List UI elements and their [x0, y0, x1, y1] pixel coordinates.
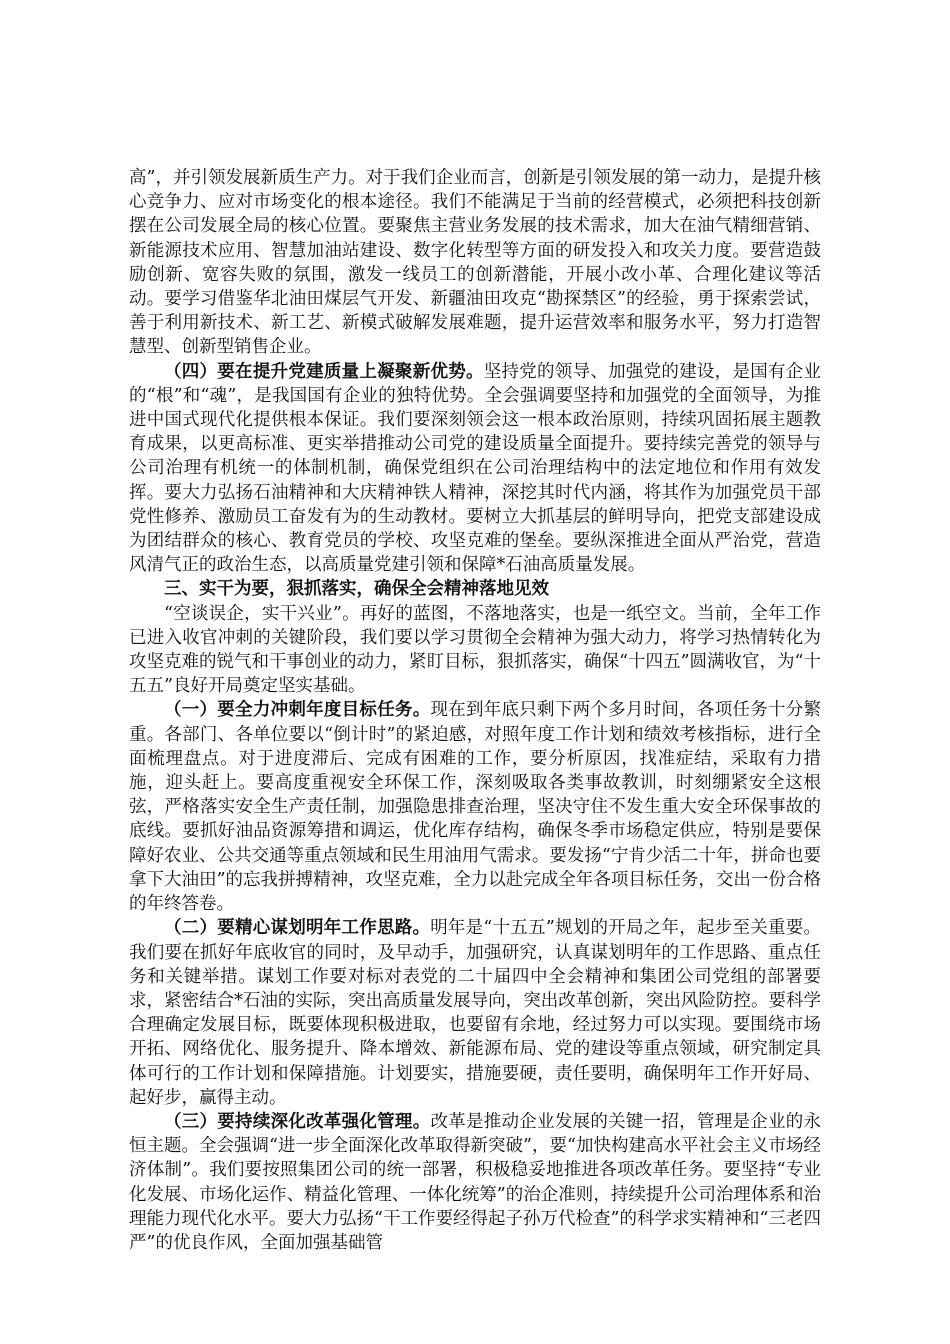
section-lead-1: （一）要全力冲刺年度目标任务。 — [164, 700, 431, 721]
paragraph-party-building — [129, 360, 821, 578]
section-lead-4: （四）要在提升党建质量上凝聚新优势。 — [164, 361, 484, 382]
section-heading-3: 三、实干为要，狠抓落实，确保全会精神落地见效 — [164, 579, 549, 600]
paragraph-innovation-continued: 高”，并引领发展新质生产力。对于我们企业而言，创新是引领发展的第一动力，是提升核心竞争力、应对市场变化的根本途径。我们不能满足于当前的经营模式，必须把科技创新摆在公司发展全局的核心位置。要聚焦主营业务发展的技术需求，加大在油气精细营销、新能源技术应用、智慧加油站建设、数字化转型等方面的研发投入和攻关力度。要营造鼓励创新、宽容失败的氛围，激发一线员工的创新潜能，开展小改小革、合理化建议等活动。要学习借鉴华北油田煤层气开发、新疆油田攻克“勘探禁区”的经验，勇于探索尝试，善于利用新技术、新工艺、新模式破解发展难题，提升运营效率和服务水平，努力打造智慧型、创新型销售企业。 — [129, 168, 821, 358]
paragraph-body: 坚持党的领导、加强党的建设，是国有企业的“根”和“魂”，是我国国有企业的独特优势。全会强调要坚持和加强党的全面领导，为推进中国式现代化提供根本保证。我们要深刻领会这一根本政治原则，持续巩固拓展主题教育成果，以更高标准、更实举措推动公司党的建设质量全面提升。要持续完善党的领导与公司治理有机统一的体制机制，确保党组织在公司治理结构中的法定地位和作用有效发挥。要大力弘扬石油精神和大庆精神铁人精神，深挖其时代内涵，将其作为加强党员干部党性修养、激励员工奋发有为的生动教材。要树立大抓基层的鲜明导向，把党支部建设成为团结群众的核心、教育党员的学校、攻坚克难的堡垒。要纵深推进全面从严治党，营造风清气正的政治生态，以高质量党建引领和保障*石油高质量发展。 — [129, 361, 821, 576]
paragraph-reform-management — [129, 1110, 821, 1255]
paragraph-next-year-plan — [129, 916, 821, 1110]
section-lead-2: （二）要精心谋划明年工作思路。 — [164, 918, 431, 939]
document-page — [129, 166, 821, 1255]
paragraph-body: 改革是推动企业发展的关键一招，管理是企业的永恒主题。全会强调“进一步全面深化改革取得新突破”，要“加快构建高水平社会主义市场经济体制”。我们要按照集团公司的统一部署，积极稳妥地推进各项改革任务。要坚持“专业化发展、市场化运作、精益化管理、一体化统筹”的治企准则，持续提升公司治理体系和治理能力现代化水平。要大力弘扬“干工作要经得起子孙万代检查”的科学求实精神和“三老四严”的优良作风，全面加强基础管 — [129, 1111, 822, 1253]
paragraph-implementation-intro: “空谈误企，实干兴业”。再好的蓝图，不落地落实，也是一纸空文。当前，全年工作已进入收官冲刺的关键阶段，我们要以学习贯彻全会精神为强大动力，将学习热情转化为攻坚克难的锐气和干事创业的动力，紧盯目标，狠抓落实，确保“十四五”圆满收官，为“十五五”良好开局奠定坚实基础。 — [129, 603, 821, 697]
paragraph-body: 明年是“十五五”规划的开局之年，起步至关重要。我们要在抓好年底收官的同时，及早动手，加强研究，认真谋划明年的工作思路、重点任务和关键举措。谋划工作要对标对表党的二十届四中全会精神和集团公司党组的部署要求，紧密结合*石油的实际，突出高质量发展导向，突出改革创新，突出风险防控。要科学合理确定发展目标，既要体现积极进取，也要留有余地，经过努力可以实现。要围绕市场开拓、网络优化、服务提升、降本增效、新能源布局、党的建设等重点领域，研究制定具体可行的工作计划和保障措施。计划要实，措施要硬，责任要明，确保明年工作开好局、起好步，赢得主动。 — [129, 918, 821, 1108]
paragraph-annual-targets — [129, 698, 821, 916]
section-lead-3: （三）要持续深化改革强化管理。 — [164, 1111, 431, 1132]
paragraph-body: 现在到年底只剩下两个多月时间，各项任务十分繁重。各部门、各单位要以“倒计时”的紧迫感，对照年度工作计划和绩效考核指标，进行全面梳理盘点。对于进度滞后、完成有困难的工作，要分析原因，找准症结，采取有力措施，迎头赶上。要高度重视安全环保工作，深刻吸取各类事故教训，时刻绷紧安全这根弦，严格落实安全生产责任制，加强隐患排查治理，坚决守住不发生重大安全环保事故的底线。要抓好油品资源筹措和调运，优化库存结构，确保冬季市场稳定供应，特别是要保障好农业、公共交通等重点领域和民生用油用气需求。要发扬“宁肯少活二十年，拼命也要拿下大油田”的忘我拼搏精神，攻坚克难，全力以赴完成全年各项目标任务，交出一份合格的年终答卷。 — [129, 700, 822, 915]
